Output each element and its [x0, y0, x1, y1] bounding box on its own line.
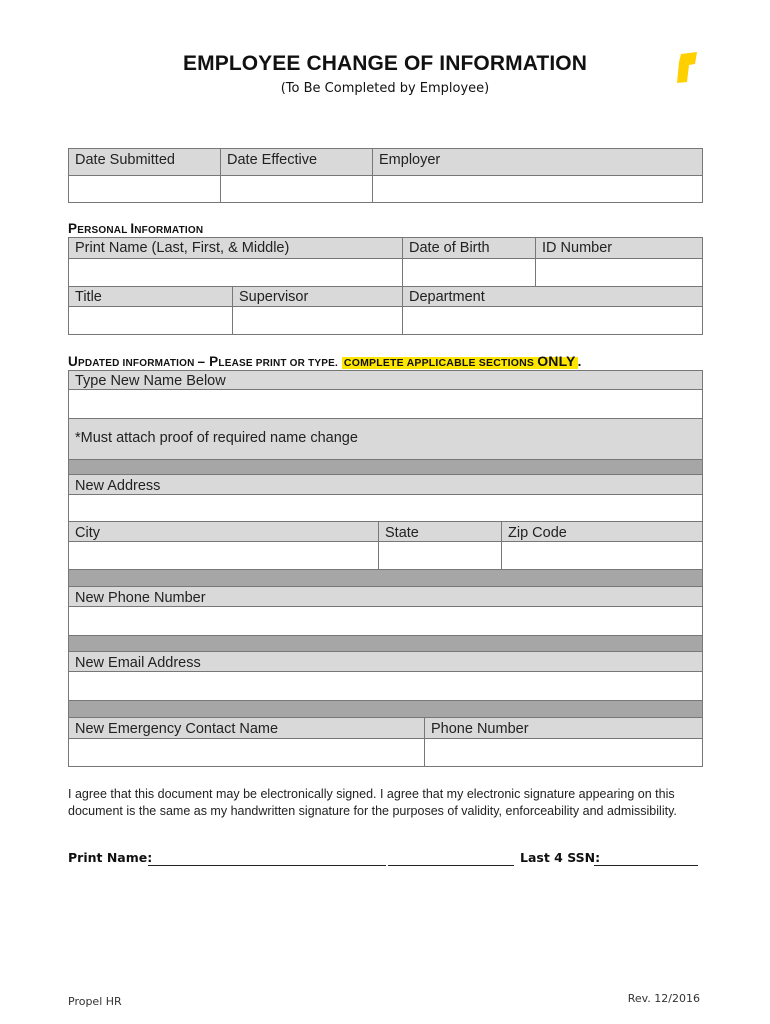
- print-name-signature-line-2[interactable]: [388, 865, 514, 866]
- print-name-label: Print Name (Last, First, & Middle): [68, 237, 403, 259]
- personal-information-heading: PERSONAL INFORMATION: [68, 221, 204, 236]
- zip-code-field[interactable]: [501, 541, 703, 570]
- updated-information-heading: UPDATED INFORMATION – PLEASE PRINT OR TYPE. COMPLETE APPLICABLE SECTIONS ONLY .: [68, 353, 582, 369]
- proof-note: *Must attach proof of required name change: [68, 418, 703, 460]
- title-label: Title: [68, 286, 233, 307]
- separator-bar: [68, 635, 703, 652]
- esignature-agreement-text: I agree that this document may be electronically signed. I agree that my electronic signature appearing on this document is the same as my handwritten signature for the purposes of validity, enforceability and admissibility.: [68, 787, 677, 818]
- city-field[interactable]: [68, 541, 379, 570]
- date-effective-label: Date Effective: [220, 148, 373, 176]
- new-email-label: New Email Address: [68, 651, 703, 672]
- page-title: EMPLOYEE CHANGE OF INFORMATION: [183, 52, 587, 75]
- new-name-field[interactable]: [68, 389, 703, 419]
- new-phone-field[interactable]: [68, 606, 703, 636]
- print-name-field[interactable]: [68, 258, 403, 287]
- new-address-label: New Address: [68, 474, 703, 495]
- emergency-contact-name-field[interactable]: [68, 738, 425, 767]
- emergency-contact-name-label: New Emergency Contact Name: [68, 717, 425, 739]
- date-effective-field[interactable]: [220, 175, 373, 203]
- state-label: State: [378, 521, 502, 542]
- id-number-label: ID Number: [535, 237, 703, 259]
- date-of-birth-field[interactable]: [402, 258, 536, 287]
- applicable-sections-highlight: COMPLETE APPLICABLE SECTIONS ONLY: [343, 353, 576, 369]
- state-field[interactable]: [378, 541, 502, 570]
- new-email-field[interactable]: [68, 671, 703, 701]
- last-4-ssn-line[interactable]: [594, 865, 698, 866]
- company-logo-icon: [675, 52, 699, 84]
- footer-company: Propel HR: [68, 995, 122, 1008]
- title-field[interactable]: [68, 306, 233, 335]
- separator-bar: [68, 459, 703, 475]
- supervisor-label: Supervisor: [232, 286, 403, 307]
- print-name-signature-line[interactable]: [148, 865, 386, 866]
- type-new-name-label: Type New Name Below: [68, 370, 703, 390]
- date-submitted-field[interactable]: [68, 175, 221, 203]
- new-address-field[interactable]: [68, 494, 703, 522]
- separator-bar: [68, 569, 703, 587]
- city-label: City: [68, 521, 379, 542]
- emergency-phone-field[interactable]: [424, 738, 703, 767]
- date-submitted-label: Date Submitted: [68, 148, 221, 176]
- supervisor-field[interactable]: [232, 306, 403, 335]
- department-field[interactable]: [402, 306, 703, 335]
- date-of-birth-label: Date of Birth: [402, 237, 536, 259]
- employer-label: Employer: [372, 148, 703, 176]
- emergency-phone-label: Phone Number: [424, 717, 703, 739]
- last-4-ssn-label: Last 4 SSN:: [520, 850, 601, 865]
- page-subtitle: (To Be Completed by Employee): [280, 81, 490, 96]
- zip-code-label: Zip Code: [501, 521, 703, 542]
- new-phone-label: New Phone Number: [68, 586, 703, 607]
- signature-row: [68, 848, 708, 870]
- footer-revision: Rev. 12/2016: [627, 992, 700, 1005]
- department-label: Department: [402, 286, 703, 307]
- separator-bar: [68, 700, 703, 718]
- id-number-field[interactable]: [535, 258, 703, 287]
- employer-field[interactable]: [372, 175, 703, 203]
- print-name-signature-label: Print Name:: [68, 850, 153, 865]
